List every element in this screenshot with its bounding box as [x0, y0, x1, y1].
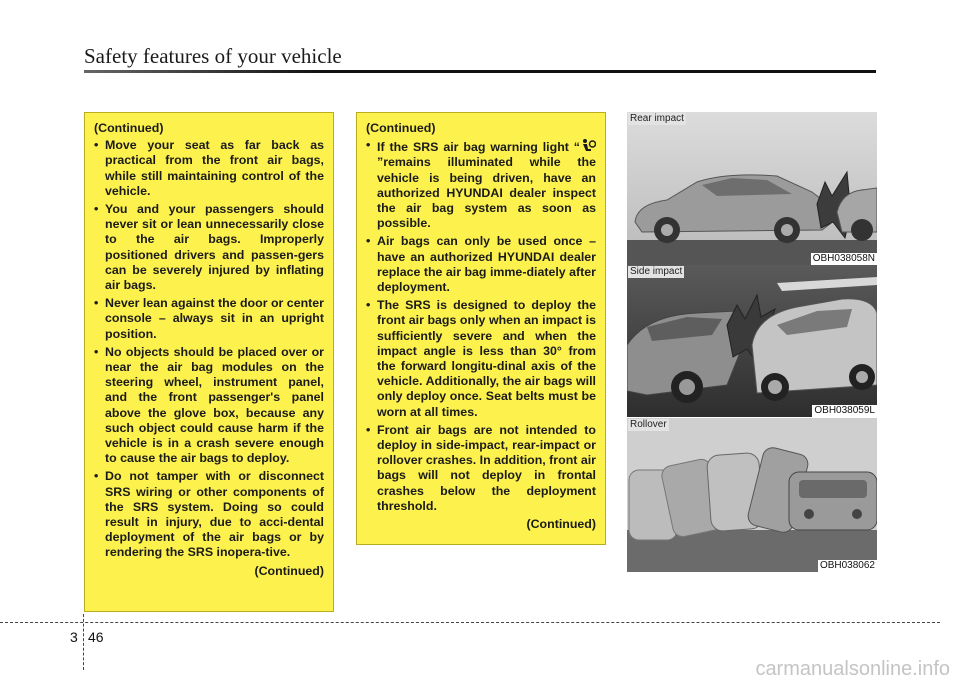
figure-label: Rollover — [630, 419, 667, 430]
warning-item: • You and your passengers should never sit or lean unnecessarily close to the air bags. Improperly positioned drivers and passen-gers can be severely injured by inflating air bags. — [94, 202, 324, 293]
warning-item: • Never lean against the door or center console – always sit in an upright position. — [94, 296, 324, 342]
page-number: 46 — [88, 629, 104, 645]
footer-rule — [0, 622, 940, 623]
warning-item: • Front air bags are not intended to deploy in side-impact, rear-impact or rollover crashes. In addition, front air bags will not deploy in frontal crashes below the deployment threshold. — [366, 423, 596, 514]
warning-item-text-post: ”remains illuminated while the vehicle is being driven, have an authorized HYUNDAI dealer inspect the air bag system as soon as possible. — [377, 155, 596, 231]
footer-vertical-rule — [83, 614, 84, 670]
warning-item — [366, 138, 596, 231]
continued-bottom-label: (Continued) — [254, 563, 324, 578]
section-number: 3 — [70, 629, 78, 645]
figure-code: OBH038058N — [812, 253, 875, 264]
figure-label: Rear impact — [630, 113, 684, 124]
warning-box-2 — [356, 112, 606, 545]
side-impact-drawing — [627, 265, 877, 417]
figure-code: OBH038059L — [814, 405, 875, 416]
rollover-drawing — [627, 418, 877, 572]
warning-item: • Air bags can only be used once – have an authorized HYUNDAI dealer replace the air bag imme-diately after deployment. — [366, 234, 596, 295]
warning-item: • The SRS is designed to deploy the front air bags only when an impact is sufficiently severe and when the impact angle is less than 30° from the forward longitu-dinal axis of the vehicle. Additionally, the air bags will only deploy once. Seat belts must be worn at all times. — [366, 298, 596, 420]
warning-item: • Move your seat as far back as practical from the front air bags, while still maintaining control of the vehicle. — [94, 138, 324, 199]
warning-item: • No objects should be placed over or near the air bag modules on the steering wheel, instrument panel, and the front passenger's panel above the glove box, because any such object could cause harm if the vehicle is in a crash severe enough to cause the air bags to deploy. — [94, 345, 324, 467]
warning-list-2 — [366, 138, 596, 514]
warning-item: • Do not tamper with or disconnect SRS wiring or other components of the SRS system. Doing so could result in injury, due to acci-dental deployment of the air bags or by rendering the SRS inopera-tive. — [94, 469, 324, 560]
airbag-warning-icon — [580, 138, 596, 154]
page-header-title: Safety features of your vehicle — [84, 44, 342, 68]
warning-box-1 — [84, 112, 334, 612]
continued-top-label: (Continued) — [94, 121, 164, 135]
rear-impact-illustration — [627, 112, 877, 265]
figure-label: Side impact — [630, 266, 683, 277]
continued-bottom-label: (Continued) — [526, 517, 596, 532]
continued-top-label: (Continued) — [366, 121, 436, 135]
header-rule — [84, 70, 876, 73]
side-impact-illustration — [627, 265, 877, 417]
watermark-text: carmanualsonline.info — [755, 658, 950, 680]
rear-impact-drawing — [627, 112, 877, 265]
warning-list-1 — [94, 138, 324, 560]
rollover-illustration — [627, 418, 877, 572]
warning-item-text-pre: If the SRS air bag warning light “ — [377, 140, 580, 155]
figure-code: OBH038062 — [819, 560, 875, 571]
